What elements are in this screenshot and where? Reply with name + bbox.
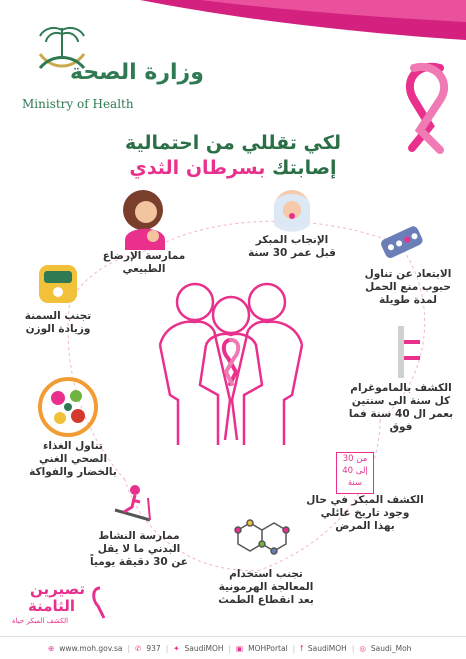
tip-family-history: الكشف المبكر في حال وجود تاريخ عائلي بهذا المرض [306,494,424,532]
footer-portal-link[interactable]: MOHPortal [248,643,288,653]
page-title-line2 [0,157,466,179]
pills-icon [379,225,424,260]
campaign-slogan: الكشف المبكر حياة [12,617,69,625]
instagram-icon: ◎ [359,643,366,653]
mother-breastfeeding-icon [123,190,165,250]
phone-icon: ✆ [135,643,142,653]
tip-exercise: ممارسة النشاط البدني ما لا يقل عن 30 دقيقة يومياً [90,530,188,568]
footer-twitter-link[interactable]: SaudiMOH [184,643,224,653]
tip-hormone-therapy: تجنب استخدام المعالجة الهرمونية بعد انقطاع الطمث [218,568,314,606]
page-title-line1: لكي تقللي من احتمالية [125,132,341,154]
treadmill-icon [115,485,150,520]
moh-arabic-name: وزارة الصحة [70,60,204,85]
portal-icon: ▣ [236,643,244,653]
baby-icon [274,190,310,232]
footer-website-link[interactable]: www.moh.gov.sa [59,643,123,653]
scale-icon [39,265,77,303]
tip-healthy-food: تناول الغذاء الصحي الغني بالخضار والفواكة [29,440,117,478]
tip-avoid-pills: الابتعاد عن تناول حبوب منع الحمل لمدة طويلة [364,268,452,306]
footer-instagram-link[interactable]: Saudi_Moh [370,643,412,653]
footer-phone[interactable]: 937 [146,643,161,653]
fruits-vegetables-icon [40,379,96,435]
title-word-green: إصابتك [271,157,337,179]
title-word-pink: بسرطان الثدي [129,157,266,179]
footer-bar: ⊕ www.moh.gov.sa | ✆ 937 | ✦ SaudiMOH | ▣ MOHPortal | f SaudiMOH | ◎ Saudi_Moh [0,636,466,659]
globe-icon: ⊕ [48,643,55,653]
age-range-badge: من 30 إلى 40 سنة [336,452,374,494]
tip-early-birth: الإنجاب المبكر قبل عمر 30 سنة [248,234,336,259]
moh-english-name: Ministry of Health [22,97,134,111]
tip-breastfeeding: ممارسة الإرضاع الطبيعي [102,250,186,275]
campaign-line1: تصيرين [30,580,85,598]
campaign-ribbon-icon [94,588,104,618]
footer-facebook-link[interactable]: SaudiMOH [307,643,347,653]
tip-avoid-obesity: تجنب السمنة وزيادة الوزن [24,310,92,335]
twitter-icon: ✦ [173,643,180,653]
mammogram-icon [398,326,420,378]
facebook-icon: f [300,643,303,653]
campaign-line2: الثامنة [28,597,76,615]
hormone-molecule-icon [235,520,289,554]
tip-mammogram: الكشف بالماموغرام كل سنة الى سنتين بعمر ال 40 سنة فما فوق [348,382,454,433]
